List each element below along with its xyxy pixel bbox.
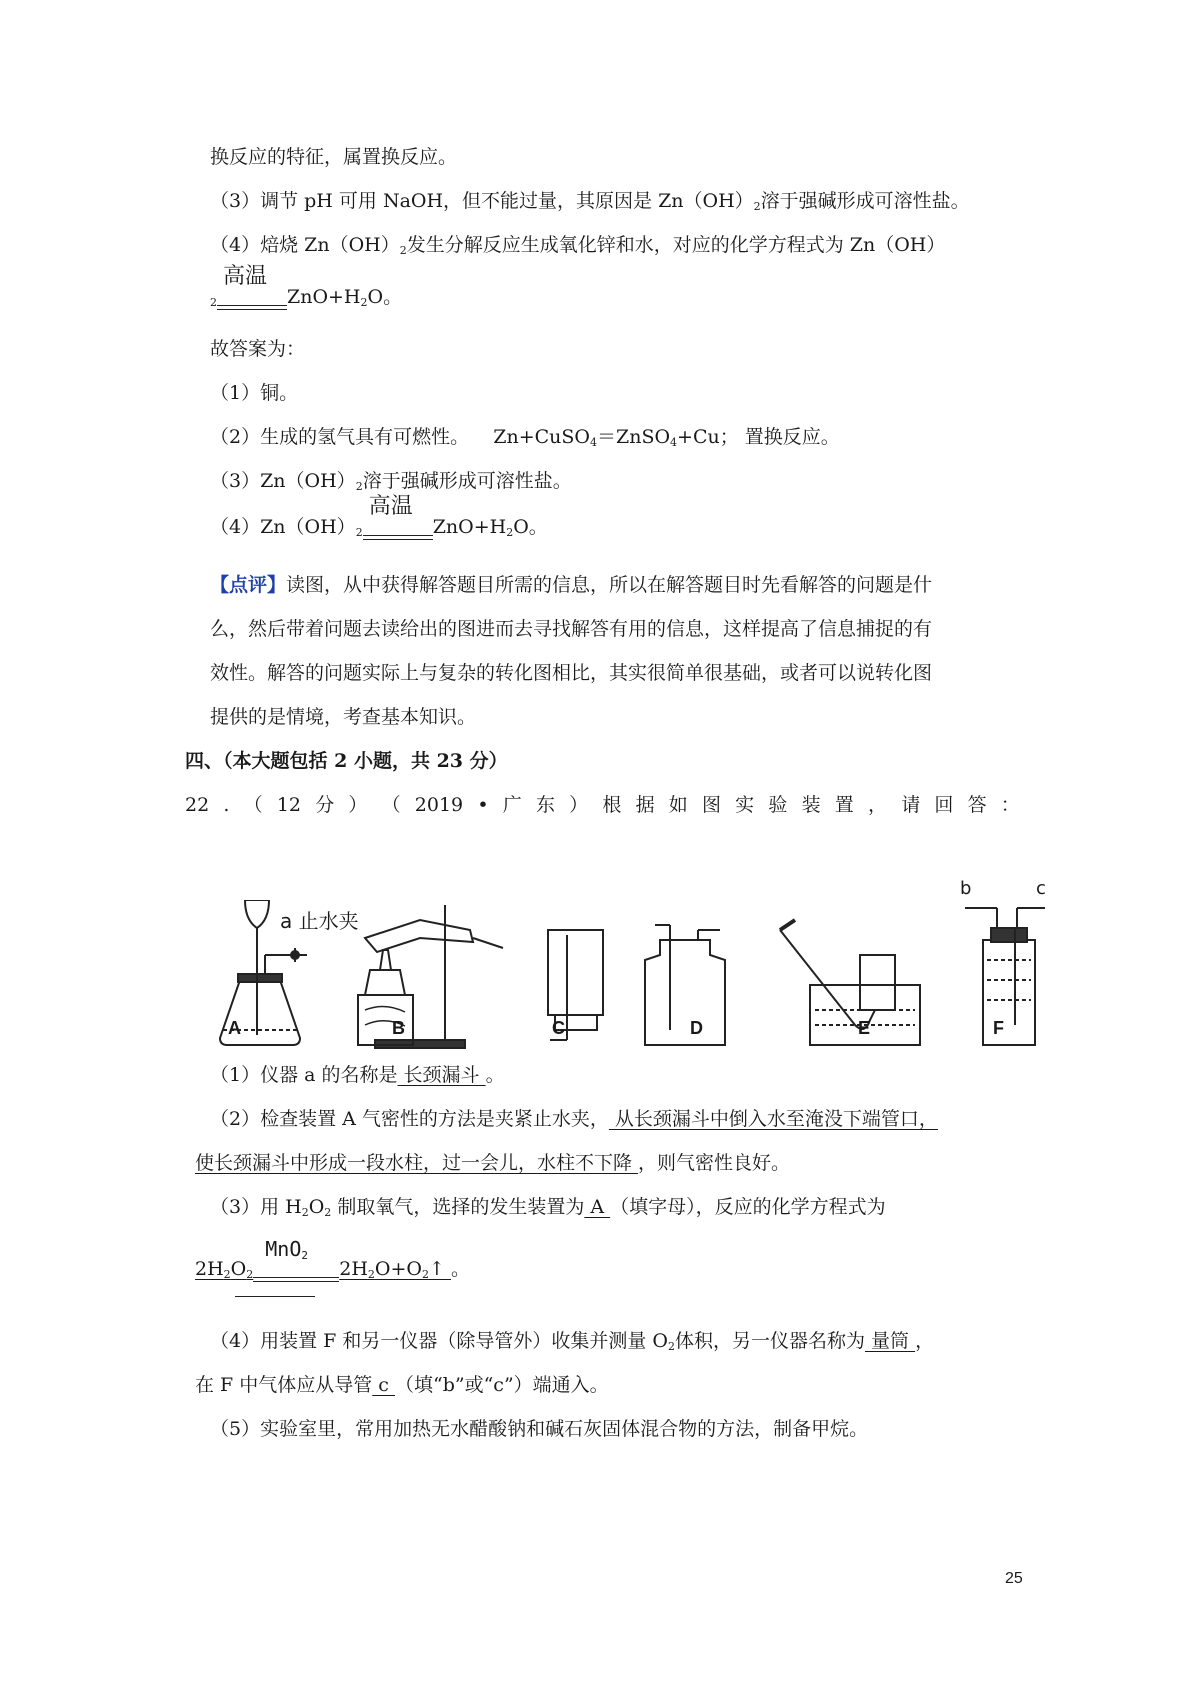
reaction-condition: MnO$_2$ bbox=[253, 1260, 339, 1290]
answer-blank: 长颈漏斗 bbox=[397, 1064, 486, 1086]
heading-token: 置 bbox=[834, 794, 854, 816]
heading-token: （ bbox=[243, 794, 263, 816]
answer-line: 使长颈漏斗中形成一段水柱，过一会儿，水柱不下降 ，则气密性良好。 bbox=[195, 1152, 791, 1174]
text-line: （1）铜。 bbox=[210, 382, 299, 404]
label-a: a 止水夹 bbox=[280, 909, 359, 933]
heading-token: . bbox=[223, 794, 230, 816]
section-heading: 四、（本大题包括 2 小题，共 23 分） bbox=[185, 750, 508, 772]
heading-token: 22 bbox=[185, 794, 210, 816]
reaction-condition: 高温 bbox=[217, 288, 287, 318]
label-b: b bbox=[960, 878, 972, 899]
heading-token: 答 bbox=[967, 794, 987, 816]
heading-token: ） bbox=[569, 794, 589, 816]
heading-token: ， bbox=[867, 794, 887, 816]
review-line: 么，然后带着问题去读给出的图进而去寻找解答有用的信息，这样提高了信息捕捉的有 bbox=[210, 618, 933, 640]
heading-token: 装 bbox=[801, 794, 821, 816]
heading-token: ： bbox=[1000, 794, 1020, 816]
heading-token: 回 bbox=[934, 794, 954, 816]
heading-token: 12 bbox=[276, 794, 301, 816]
heading-token: 请 bbox=[901, 794, 921, 816]
text-line: 换反应的特征，属置换反应。 bbox=[210, 146, 458, 168]
heading-token: ） bbox=[348, 794, 368, 816]
apparatus-label-d: D bbox=[690, 1018, 703, 1038]
heading-token: 实 bbox=[735, 794, 755, 816]
equation-line: $_2$ 高温 $ZnO+H_2O$。 bbox=[210, 282, 402, 318]
answer-line: （5）实验室里，常用加热无水醋酸钠和碱石灰固体混合物的方法，制备甲烷。 bbox=[210, 1418, 869, 1440]
answer-blank: 从长颈漏斗中倒入水至淹没下端管口， bbox=[608, 1108, 938, 1130]
text-line: 故答案为： bbox=[210, 338, 306, 360]
review-line: 提供的是情境，考查基本知识。 bbox=[210, 706, 477, 728]
page-number: 25 bbox=[1005, 1570, 1023, 1587]
reaction-condition: 高温 bbox=[363, 518, 433, 548]
equation-line: $2H_2O_2$ MnO$_2$ $2H_2O+O_2↑$ 。 bbox=[195, 1254, 470, 1290]
review-line: 【点评】读图，从中获得解答题目所需的信息，所以在解答题目时先看解答的问题是什 bbox=[210, 574, 933, 596]
question-22-heading bbox=[185, 790, 1020, 820]
answer-blank: 量筒 bbox=[864, 1330, 916, 1352]
heading-token: 根 bbox=[602, 794, 622, 816]
label-c: c bbox=[1036, 878, 1046, 899]
heading-token: 图 bbox=[701, 794, 721, 816]
heading-token: 东 bbox=[535, 794, 555, 816]
apparatus-label-c: C bbox=[552, 1018, 565, 1038]
answer-blank: 使长颈漏斗中形成一段水柱，过一会儿，水柱不下降 bbox=[195, 1152, 639, 1174]
equation-line: $(4)Zn(OH)_2$ 高温 $ZnO+H_2O$。 bbox=[210, 512, 548, 548]
answer-blank: c bbox=[372, 1374, 395, 1396]
answer-line: （2）检查装置 A 气密性的方法是夹紧止水夹， 从长颈漏斗中倒入水至淹没下端管口， bbox=[210, 1108, 938, 1130]
answer-line: （3）用 $H_2O_2$ 制取氧气，选择的发生装置为 A （填字母），反应的化学方程式为 bbox=[210, 1196, 886, 1219]
answer-line: 在 F 中气体应从导管 c （填“b”或“c”）端通入。 bbox=[195, 1374, 609, 1396]
apparatus-label-a: A bbox=[228, 1018, 241, 1038]
heading-token: 验 bbox=[768, 794, 788, 816]
heading-token: 2019 bbox=[414, 794, 464, 816]
heading-token: 广 bbox=[502, 794, 522, 816]
review-line: 效性。解答的问题实际上与复杂的转化图相比，其实很简单很基础，或者可以说转化图 bbox=[210, 662, 933, 684]
apparatus-label-e: E bbox=[858, 1018, 871, 1038]
apparatus-label-b: B bbox=[392, 1018, 405, 1038]
heading-token: 分 bbox=[315, 794, 335, 816]
equation-underline bbox=[235, 1296, 315, 1297]
review-tag: 【点评】 bbox=[210, 574, 287, 596]
heading-token: • bbox=[477, 794, 489, 816]
heading-token: （ bbox=[381, 794, 401, 816]
answer-equation: $2H_2O_2$ bbox=[195, 1258, 254, 1281]
apparatus-label-f: F bbox=[993, 1018, 1004, 1038]
text-line: （2）生成的氢气具有可燃性。 Zn+CuSO$_4$＝ZnSO$_4$+Cu； 置换反应。 bbox=[210, 426, 840, 449]
text-line: （4）焙烧 $Zn(OH)_2$发生分解反应生成氧化锌和水，对应的化学方程式为 Zn（OH） bbox=[210, 234, 946, 257]
answer-line: （4）用装置 F 和另一仪器（除导管外）收集并测量 $O_2$体积，另一仪器名称为 量筒 ， bbox=[210, 1330, 935, 1353]
text-line: $(3)Zn(OH)_2$溶于强碱形成可溶性盐。 bbox=[210, 470, 572, 493]
heading-token: 据 bbox=[635, 794, 655, 816]
answer-line: （1）仪器 a 的名称是 长颈漏斗 。 bbox=[210, 1064, 505, 1086]
heading-token: 如 bbox=[668, 794, 688, 816]
text-line: （3）调节 pH 可用 NaOH，但不能过量，其原因是 $Zn(OH)_2$溶于强碱形成可溶性盐。 bbox=[210, 190, 970, 213]
answer-blank: A bbox=[584, 1196, 611, 1218]
